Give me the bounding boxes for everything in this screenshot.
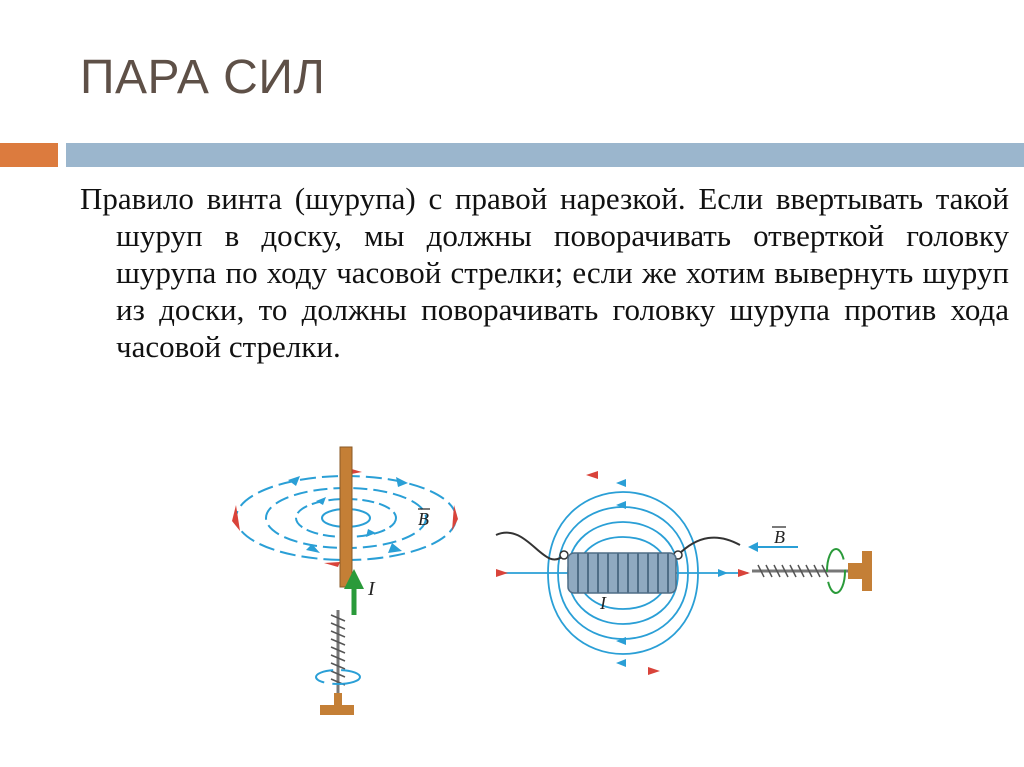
- solenoid-field-label: B: [774, 527, 785, 547]
- solenoid-diagram: [496, 471, 872, 675]
- slide-title: ПАРА СИЛ: [80, 51, 326, 104]
- field-label: B: [418, 509, 429, 529]
- solenoid-coil: [568, 553, 676, 593]
- title-accent-bar: [0, 143, 58, 167]
- screw-icon: [316, 610, 360, 715]
- rule-paragraph: Правило винта (шурупа) с правой нарезкой. Если ввертывать такой шуруп в доску, мы должны поворачивать отверткой головку шурупа по ходу часовой стрелки; если же хотим вывернуть шуруп из доски, то должны поворачивать головку шурупа против хода часовой стрелки.: [80, 181, 1009, 364]
- conductor-wire: [340, 447, 352, 587]
- current-label: I: [368, 578, 375, 600]
- title-divider-bar: [66, 143, 1024, 167]
- straight-conductor-diagram: [232, 447, 458, 715]
- terminal-left: [560, 551, 568, 559]
- lead-wire-right: [678, 538, 740, 555]
- magnetic-field-figure: [228, 425, 888, 725]
- horizontal-screw-icon: [752, 549, 872, 593]
- solenoid-current-label: I: [600, 593, 606, 613]
